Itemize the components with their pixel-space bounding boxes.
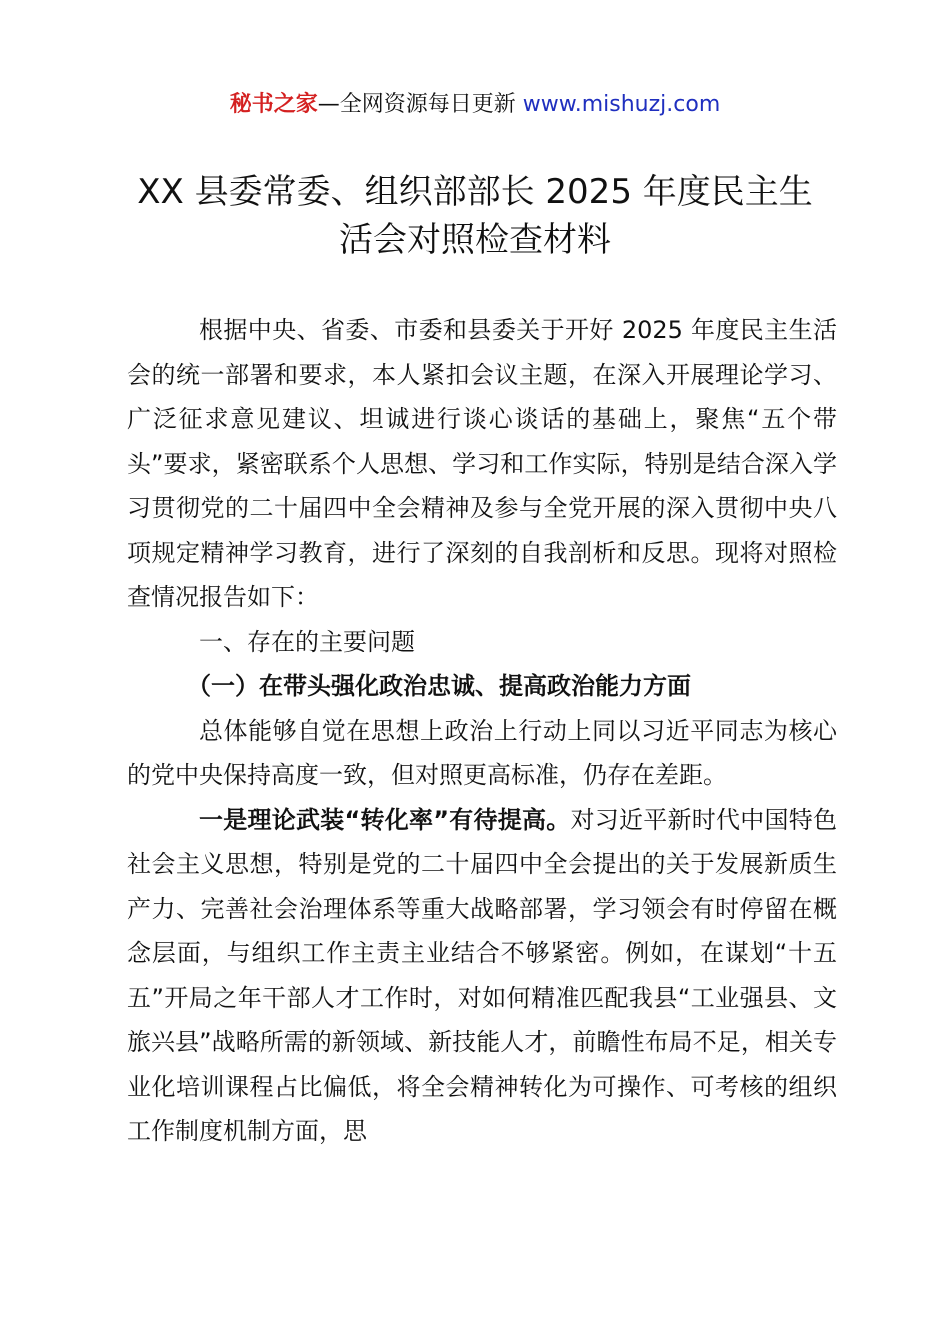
brand-name: 秘书之家 xyxy=(229,92,318,117)
document-body xyxy=(127,308,837,1154)
intro-paragraph: 根据中央、省委、市委和县委关于开好 2025 年度民主生活会的统一部署和要求，本人紧扣会议主题，在深入开展理论学习、广泛征求意见建议、坦诚进行谈心谈话的基础上，聚焦“五个带头”要求，紧密联系个人思想、学习和工作实际，特别是结合深入学习贯彻党的二十届四中全会精神及参与全党开展的深入贯彻中央八项规定精神学习教育，进行了深刻的自我剖析和反思。现将对照检查情况报告如下： xyxy=(127,316,837,611)
document-title xyxy=(100,168,850,264)
point-lead: 一是理论武装“转化率”有待提高。 xyxy=(199,805,571,834)
subsection-heading: （一）在带头强化政治忠诚、提高政治能力方面 xyxy=(187,672,691,700)
point-paragraph xyxy=(127,798,837,1154)
site-url-link[interactable]: www.mishuzj.com xyxy=(522,92,721,117)
section-heading: 一、存在的主要问题 xyxy=(199,627,415,656)
summary-paragraph: 总体能够自觉在思想上政治上行动上同以习近平同志为核心的党中央保持高度一致，但对照更高标准，仍存在差距。 xyxy=(127,716,837,789)
title-line-2: 活会对照检查材料 xyxy=(339,220,611,260)
site-header xyxy=(0,88,950,122)
title-line-1: XX 县委常委、组织部部长 2025 年度民主生 xyxy=(137,172,813,212)
header-tagline: —全网资源每日更新 xyxy=(317,92,523,117)
point-text: 对习近平新时代中国特色社会主义思想，特别是党的二十届四中全会提出的关于发展新质生产力、完善社会治理体系等重大战略部署，学习领会有时停留在概念层面，与组织工作主责主业结合不够紧密。例如，在谋划“十五五”开局之年干部人才工作时，对如何精准匹配我县“工业强县、文旅兴县”战略所需的新领域、新技能人才，前瞻性布局不足，相关专业化培训课程占比偏低，将全会精神转化为可操作、可考核的组织工作制度机制方面，思 xyxy=(127,805,838,1145)
